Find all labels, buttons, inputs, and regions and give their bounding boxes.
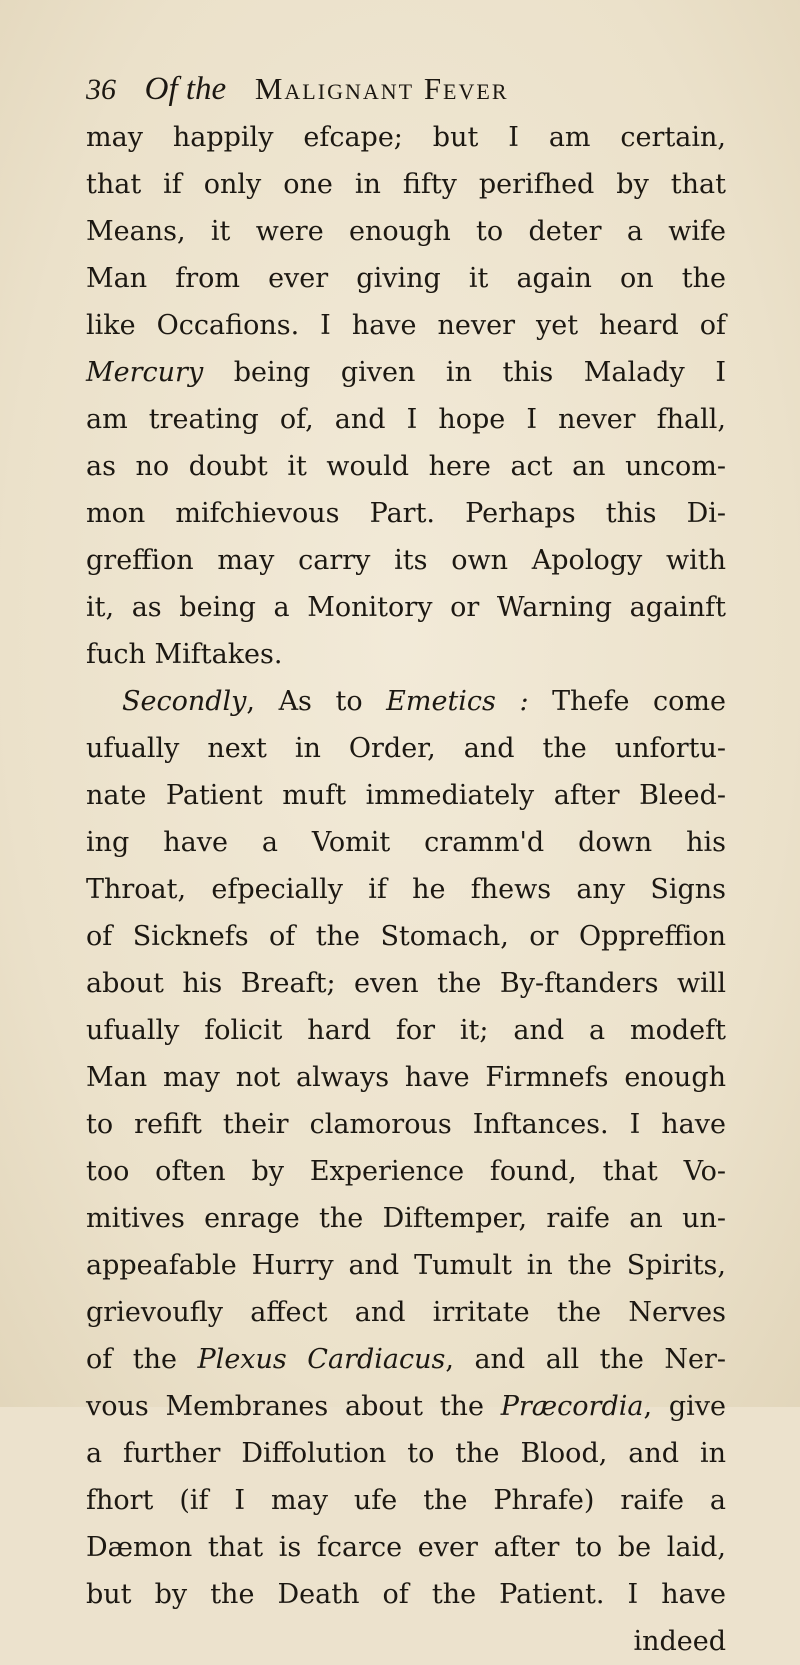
- text-line: appeafable Hurry and Tumult in the Spirits,: [86, 1250, 726, 1281]
- italic-word: Emetics :: [386, 686, 529, 717]
- italic-word: Præcordia: [500, 1391, 644, 1422]
- text-line: mitives enrage the Diftemper, raife an un-: [86, 1203, 726, 1234]
- text-line: fuch Miftakes.: [86, 639, 283, 670]
- text-line: that if only one in fifty perifhed by that: [86, 169, 726, 200]
- italic-word: Secondly: [122, 686, 247, 717]
- text-line: to refift their clamorous Inftances. I have: [86, 1109, 726, 1140]
- text-line: ing have a Vomit cramm'd down his: [86, 827, 726, 858]
- text-line: of Sicknefs of the Stomach, or Oppreffion: [86, 921, 726, 952]
- italic-word: Plexus Cardiacus: [197, 1344, 446, 1375]
- header-title-caps: Malignant Fever: [254, 71, 509, 106]
- text-line: nate Patient muft immediately after Bleed-: [86, 780, 726, 811]
- text-line: about his Breaft; even the By-ftanders will: [86, 968, 726, 999]
- page-text: [86, 64, 726, 1665]
- text-line: Secondly, As to Emetics : Thefe come: [122, 686, 727, 717]
- text-line: am treating of, and I hope I never fhall,: [86, 404, 726, 435]
- text-line: Man from ever giving it again on the: [86, 263, 726, 294]
- text-line: as no doubt it would here act an uncom-: [86, 451, 726, 482]
- text-line: ufually next in Order, and the unfortu-: [86, 733, 726, 764]
- text-line: mon mifchievous Part. Perhaps this Di-: [86, 498, 726, 529]
- text-line: Mercury being given in this Malady I: [86, 357, 726, 388]
- text-line: a further Diffolution to the Blood, and in: [86, 1438, 726, 1469]
- text-line: may happily efcape; but I am certain,: [86, 122, 726, 153]
- text-line: Man may not always have Firmnefs enough: [86, 1062, 726, 1093]
- text-line: Throat, efpecially if he fhews any Signs: [86, 874, 726, 905]
- text-line: like Occafions. I have never yet heard of: [86, 310, 726, 341]
- page-number: 36: [86, 73, 116, 106]
- text-line: fhort (if I may ufe the Phrafe) raife a: [86, 1485, 726, 1516]
- text-line: Means, it were enough to deter a wife: [86, 216, 726, 247]
- text-line: too often by Experience found, that Vo-: [86, 1156, 726, 1187]
- text-line: Dæmon that is fcarce ever after to be laid,: [86, 1532, 726, 1563]
- text-line: ufually folicit hard for it; and a modeft: [86, 1015, 726, 1046]
- text-line: grievoufly affect and irritate the Nerves: [86, 1297, 726, 1328]
- catchword: indeed: [633, 1626, 726, 1657]
- header-title-italic: Of the: [144, 71, 227, 107]
- text-line: greffion may carry its own Apology with: [86, 545, 726, 576]
- text-line: vous Membranes about the Præcordia, give: [86, 1391, 726, 1422]
- running-header: [86, 64, 726, 114]
- text-line: of the Plexus Cardiacus, and all the Ner-: [86, 1344, 726, 1375]
- text-line: it, as being a Monitory or Warning againft: [86, 592, 726, 623]
- text-line: but by the Death of the Patient. I have: [86, 1579, 726, 1610]
- italic-word: Mercury: [86, 357, 204, 388]
